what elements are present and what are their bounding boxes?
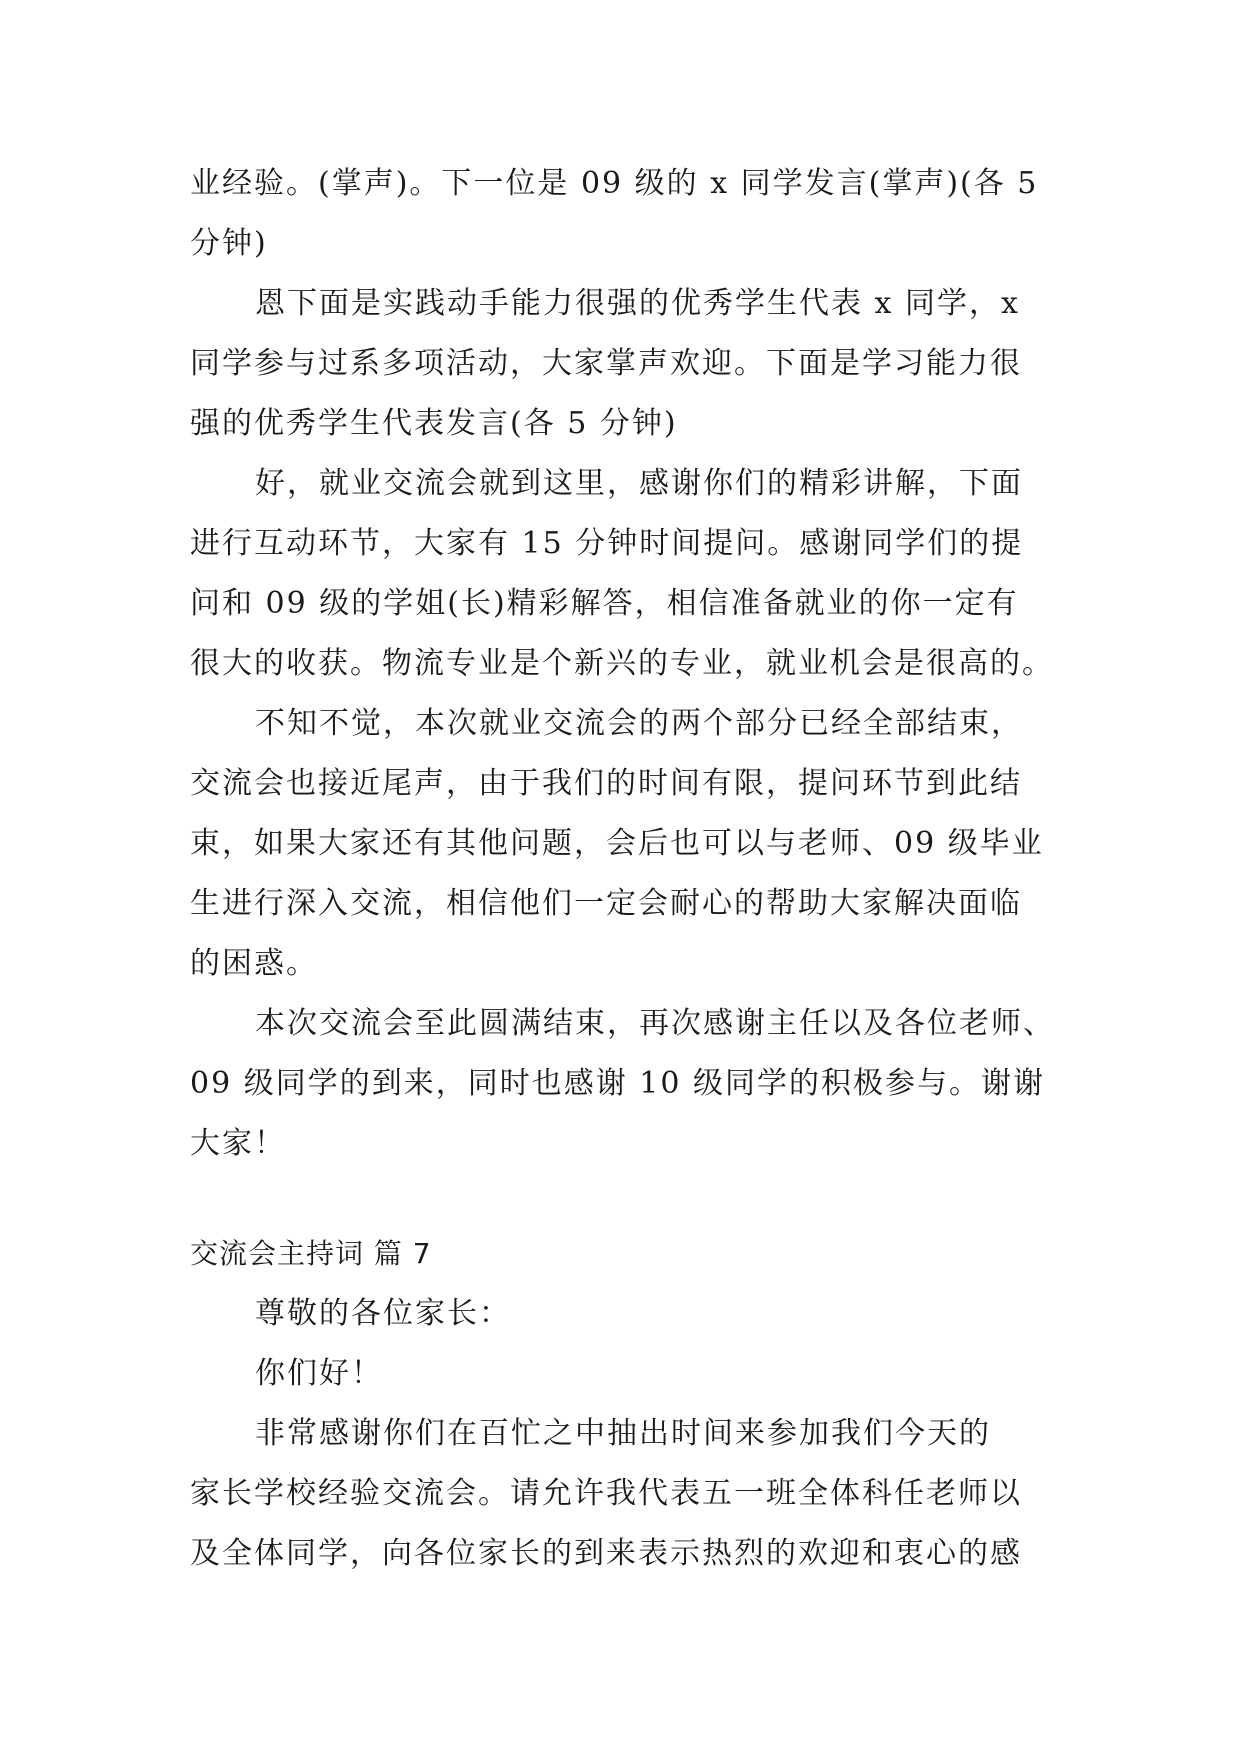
text-line: 09 级同学的到来，同时也感谢 10 级同学的积极参与。谢谢 [190, 1066, 1045, 1101]
text-line: 恩下面是实践动手能力很强的优秀学生代表 x 同学，x [255, 286, 1020, 321]
text-line: 不知不觉，本次就业交流会的两个部分已经全部结束， [255, 706, 1023, 741]
text-line: 问和 09 级的学姐(长)精彩解答，相信准备就业的你一定有 [190, 586, 1019, 621]
text-line: 生进行深入交流，相信他们一定会耐心的帮助大家解决面临 [190, 886, 1022, 921]
section-heading: 交流会主持词 篇 7 [190, 1237, 432, 1270]
text-line: 尊敬的各位家长： [255, 1296, 511, 1331]
text-line: 大家！ [190, 1126, 286, 1161]
text-line: 很大的收获。物流专业是个新兴的专业，就业机会是很高的。 [190, 646, 1054, 681]
text-line: 交流会也接近尾声，由于我们的时间有限，提问环节到此结 [190, 766, 1022, 801]
text-line: 本次交流会至此圆满结束，再次感谢主任以及各位老师、 [255, 1006, 1055, 1041]
text-line: 家长学校经验交流会。请允许我代表五一班全体科任老师以 [190, 1476, 1022, 1511]
text-line: 的困惑。 [190, 946, 318, 981]
text-line: 及全体同学，向各位家长的到来表示热烈的欢迎和衷心的感 [190, 1536, 1022, 1571]
text-line: 好，就业交流会就到这里，感谢你们的精彩讲解，下面 [255, 466, 1023, 501]
text-line: 非常感谢你们在百忙之中抽出时间来参加我们今天的 [255, 1416, 991, 1451]
text-line: 分钟) [190, 226, 268, 261]
text-line: 强的优秀学生代表发言(各 5 分钟) [190, 406, 678, 441]
text-line: 你们好！ [255, 1356, 383, 1391]
text-line: 束，如果大家还有其他问题，会后也可以与老师、09 级毕业 [190, 826, 1044, 861]
text-line: 进行互动环节，大家有 15 分钟时间提问。感谢同学们的提 [190, 526, 1024, 561]
text-line: 业经验。(掌声)。下一位是 09 级的 x 同学发言(掌声)(各 5 [190, 166, 1039, 201]
text-line: 同学参与过系多项活动，大家掌声欢迎。下面是学习能力很 [190, 346, 1022, 381]
